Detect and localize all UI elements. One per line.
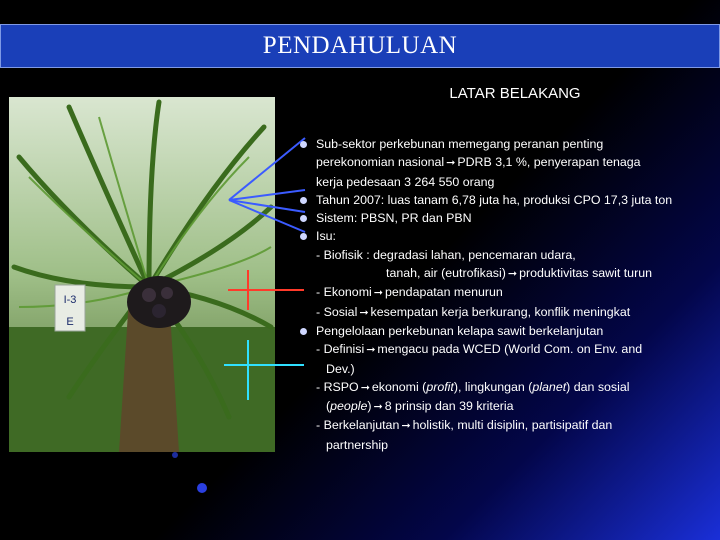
bullet-text-part: - Sosial: [316, 304, 358, 319]
bullet-text-part: ) dan sosial: [566, 379, 630, 394]
bullet-item-subsector: [300, 135, 716, 191]
arrow-icon: ➞: [373, 287, 383, 300]
palm-tree-photo: [9, 97, 275, 452]
bullet-text-part: profit: [426, 379, 454, 394]
bullet-dot: [300, 197, 307, 204]
bullet-text-part: holistik, multi disiplin, partisipatif dan: [412, 418, 613, 433]
bullet-dot: [300, 233, 307, 240]
slide-title: PENDAHULUAN: [262, 32, 458, 59]
plate-label-bottom: E: [66, 316, 74, 328]
bullet-text: [316, 283, 716, 302]
arrow-icon: ➞: [446, 157, 456, 170]
bullet-text-part: - Definisi: [316, 342, 365, 357]
decor-dot: [197, 483, 207, 493]
arrow-icon: ➞: [360, 381, 370, 394]
bullet-text: Sistem: PBSN, PR dan PBN: [316, 211, 472, 226]
bullet-text: - Biofisik : degradasi lahan, pencemaran udara,: [316, 247, 576, 262]
bullet-text: [316, 397, 716, 416]
bullet-text: partnership: [326, 437, 388, 452]
bullet-list: [300, 135, 716, 454]
bullet-text: [316, 264, 716, 283]
bullet-text-part: planet: [532, 379, 567, 394]
bullet-text: Isu:: [316, 229, 336, 244]
bullet-text-part: kesempatan kerja berkurang, konflik meningkat: [370, 304, 631, 319]
arrow-icon: ➞: [401, 420, 411, 433]
bullet-text-part: - Berkelanjutan: [316, 418, 400, 433]
bullet-text-part: (: [326, 399, 331, 414]
bullet-dot: [300, 141, 307, 148]
bullet-text: Sub-sektor perkebunan memegang peranan penting: [316, 137, 604, 151]
bullet-text-part: - RSPO: [316, 379, 359, 394]
arrow-icon: ➞: [366, 344, 376, 357]
bullet-item-isu: [300, 227, 716, 321]
bullet-text: Pengelolaan perkebunan kelapa sawit berkelanjutan: [316, 323, 604, 338]
bullet-item-pengelolaan: [300, 322, 716, 454]
bullet-text-part: - Ekonomi: [316, 285, 372, 300]
bullet-text-part: ekonomi (: [371, 379, 427, 394]
bullet-dot: [300, 328, 307, 335]
plate-label-top: I-3: [63, 294, 77, 306]
bullet-text-part: 8 prinsip dan 39 kriteria: [384, 399, 514, 414]
bullet-text-part: ): [367, 399, 372, 414]
bullet-item-sistem: [300, 209, 716, 227]
bullet-text: kerja pedesaan 3 264 550 orang: [316, 174, 495, 189]
title-bar: [0, 24, 720, 68]
arrow-icon: ➞: [507, 268, 518, 281]
bullet-text: [316, 303, 716, 322]
bullet-text: Tahun 2007: luas tanam 6,78 juta ha, produksi CPO 17,3 juta ton: [316, 192, 673, 207]
decor-dot: [172, 452, 178, 458]
bullet-item-tahun: [300, 191, 716, 209]
arrow-icon: ➞: [359, 306, 369, 319]
bullet-text: [316, 416, 716, 435]
arrow-icon: ➞: [373, 401, 383, 414]
bullet-text-part: PDRB 3,1 %, penyerapan tenaga: [457, 155, 641, 170]
bullet-text: [316, 153, 716, 172]
bullet-text-part: mengacu pada WCED (World Com. on Env. and: [377, 342, 643, 357]
bullet-text: [316, 378, 716, 397]
bullet-dot: [300, 215, 307, 222]
bullet-text-part: people: [330, 399, 368, 414]
section-subtitle: LATAR BELAKANG: [449, 85, 581, 102]
bullet-text-part: perekonomian nasional: [316, 155, 445, 170]
bullet-text-part: tanah, air (eutrofikasi): [386, 266, 506, 281]
bullet-text-part: pendapatan menurun: [385, 285, 503, 300]
bullet-text: [316, 340, 716, 359]
bullet-text-part: produktivitas sawit turun: [519, 266, 652, 281]
bullet-text-part: ), lingkungan (: [453, 379, 533, 394]
bullet-text: Dev.): [326, 361, 355, 376]
